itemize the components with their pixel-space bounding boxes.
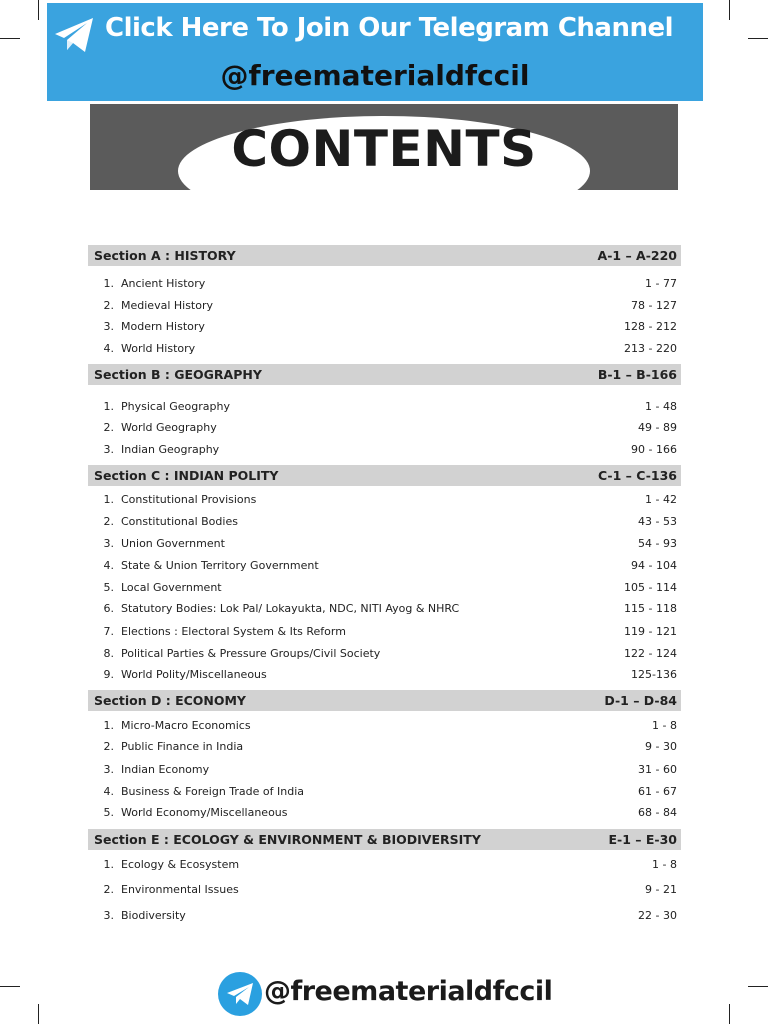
toc-pages: 105 - 114: [624, 581, 677, 594]
toc-number: 4.: [103, 785, 114, 798]
toc-number: 2.: [103, 515, 114, 528]
section-range: D-1 – D-84: [604, 693, 677, 708]
toc-row: [88, 579, 681, 597]
toc-row: [88, 441, 681, 459]
section-title: Section E : ECOLOGY & ENVIRONMENT & BIODIVERSITY: [94, 832, 481, 847]
toc-pages: 122 - 124: [624, 647, 677, 660]
section-range: E-1 – E-30: [608, 832, 677, 847]
toc-row: [88, 804, 681, 822]
toc-title: Ecology & Ecosystem: [121, 858, 240, 871]
toc-number: 2.: [103, 740, 114, 753]
toc-pages: 115 - 118: [624, 602, 677, 615]
toc-number: 9.: [103, 668, 114, 681]
crop-mark: [0, 986, 20, 987]
toc-row: [88, 275, 681, 293]
toc-number: 3.: [103, 443, 114, 456]
page-title: CONTENTS: [231, 120, 537, 178]
toc-pages: 49 - 89: [638, 421, 677, 434]
section-title: Section D : ECONOMY: [94, 693, 246, 708]
toc-title: World History: [121, 342, 196, 355]
toc-pages: 78 - 127: [631, 299, 677, 312]
section-range: B-1 – B-166: [597, 367, 677, 382]
crop-mark: [38, 0, 39, 20]
telegram-circle-icon: [218, 972, 262, 1016]
toc-pages: 1 - 8: [652, 719, 677, 732]
toc-row: [88, 761, 681, 779]
toc-title: Ancient History: [121, 277, 206, 290]
toc-number: 4.: [103, 342, 114, 355]
toc-number: 2.: [103, 421, 114, 434]
telegram-plane-icon: [226, 982, 254, 1006]
toc-title: Local Government: [121, 581, 222, 594]
section-title: Section C : INDIAN POLITY: [94, 468, 279, 483]
section-header-c: [88, 465, 681, 486]
toc-row: [88, 340, 681, 358]
toc-title: Indian Geography: [121, 443, 220, 456]
contents-header: [90, 104, 678, 190]
toc-title: Physical Geography: [121, 400, 230, 413]
toc-row: [88, 557, 681, 575]
toc-number: 1.: [103, 400, 114, 413]
toc-pages: 9 - 30: [645, 740, 677, 753]
toc-title: Business & Foreign Trade of India: [121, 785, 305, 798]
toc-row: [88, 717, 681, 735]
toc-title: Modern History: [121, 320, 205, 333]
toc-pages: 61 - 67: [638, 785, 677, 798]
toc-number: 1.: [103, 493, 114, 506]
toc-pages: 22 - 30: [638, 909, 677, 922]
toc-number: 4.: [103, 559, 114, 572]
toc-title: Statutory Bodies: Lok Pal/ Lokayukta, NDC, NITI Ayog & NHRC: [121, 602, 460, 615]
section-header-b: [88, 364, 681, 385]
toc-title: Biodiversity: [121, 909, 186, 922]
toc-title: Constitutional Provisions: [121, 493, 257, 506]
toc-pages: 128 - 212: [624, 320, 677, 333]
banner-join-text: Click Here To Join Our Telegram Channel: [105, 13, 674, 43]
toc-pages: 125-136: [631, 668, 677, 681]
crop-mark: [748, 38, 768, 39]
toc-row: [88, 666, 681, 684]
toc-title: Public Finance in India: [121, 740, 244, 753]
toc-row: [88, 600, 681, 618]
toc-number: 1.: [103, 277, 114, 290]
toc-row: [88, 535, 681, 553]
toc-title: State & Union Territory Government: [121, 559, 319, 572]
section-header-d: [88, 690, 681, 711]
section-range: A-1 – A-220: [597, 248, 677, 263]
toc-row: [88, 297, 681, 315]
section-title: Section B : GEOGRAPHY: [94, 367, 262, 382]
toc-row: [88, 907, 681, 925]
toc-number: 2.: [103, 883, 114, 896]
toc-title: Constitutional Bodies: [121, 515, 238, 528]
toc-number: 1.: [103, 719, 114, 732]
toc-row: [88, 738, 681, 756]
toc-row: [88, 419, 681, 437]
toc-row: [88, 783, 681, 801]
toc-row: [88, 856, 681, 874]
toc-number: 5.: [103, 581, 114, 594]
crop-mark: [729, 1004, 730, 1024]
toc-title: Political Parties & Pressure Groups/Civil Society: [121, 647, 381, 660]
toc-row: [88, 645, 681, 663]
toc-title: Indian Economy: [121, 763, 210, 776]
crop-mark: [38, 1004, 39, 1024]
section-title: Section A : HISTORY: [94, 248, 236, 263]
telegram-banner[interactable]: [47, 3, 703, 101]
telegram-plane-icon: [53, 15, 95, 55]
banner-handle-text: @freematerialdfccil: [220, 59, 530, 92]
toc-title: Environmental Issues: [121, 883, 239, 896]
toc-title: Medieval History: [121, 299, 214, 312]
crop-mark: [748, 986, 768, 987]
toc-title: World Economy/Miscellaneous: [121, 806, 288, 819]
toc-pages: 119 - 121: [624, 625, 677, 638]
toc-pages: 54 - 93: [638, 537, 677, 550]
toc-row: [88, 881, 681, 899]
toc-number: 3.: [103, 537, 114, 550]
toc-title: Union Government: [121, 537, 225, 550]
telegram-footer[interactable]: [218, 970, 558, 1020]
toc-row: [88, 491, 681, 509]
crop-mark: [0, 38, 20, 39]
toc-row: [88, 623, 681, 641]
toc-pages: 68 - 84: [638, 806, 677, 819]
crop-mark: [729, 0, 730, 20]
section-header-a: [88, 245, 681, 266]
toc-pages: 1 - 42: [645, 493, 677, 506]
section-range: C-1 – C-136: [597, 468, 677, 483]
toc-number: 7.: [103, 625, 114, 638]
toc-pages: 1 - 8: [652, 858, 677, 871]
toc-row: [88, 398, 681, 416]
toc-title: World Geography: [121, 421, 217, 434]
toc-pages: 1 - 77: [645, 277, 677, 290]
toc-pages: 9 - 21: [645, 883, 677, 896]
toc-number: 1.: [103, 858, 114, 871]
toc-number: 3.: [103, 763, 114, 776]
toc-title: Elections : Electoral System & Its Reform: [121, 625, 346, 638]
toc-row: [88, 318, 681, 336]
toc-number: 3.: [103, 909, 114, 922]
footer-handle-text: @freematerialdfccil: [264, 976, 553, 1007]
toc-title: Micro-Macro Economics: [121, 719, 251, 732]
toc-pages: 213 - 220: [624, 342, 677, 355]
toc-number: 5.: [103, 806, 114, 819]
toc-number: 8.: [103, 647, 114, 660]
toc-number: 2.: [103, 299, 114, 312]
toc-number: 6.: [103, 602, 114, 615]
toc-pages: 90 - 166: [631, 443, 677, 456]
toc-pages: 31 - 60: [638, 763, 677, 776]
toc-pages: 43 - 53: [638, 515, 677, 528]
toc-number: 3.: [103, 320, 114, 333]
section-header-e: [88, 829, 681, 850]
toc-pages: 94 - 104: [631, 559, 677, 572]
toc-title: World Polity/Miscellaneous: [121, 668, 267, 681]
toc-row: [88, 513, 681, 531]
toc-pages: 1 - 48: [645, 400, 677, 413]
